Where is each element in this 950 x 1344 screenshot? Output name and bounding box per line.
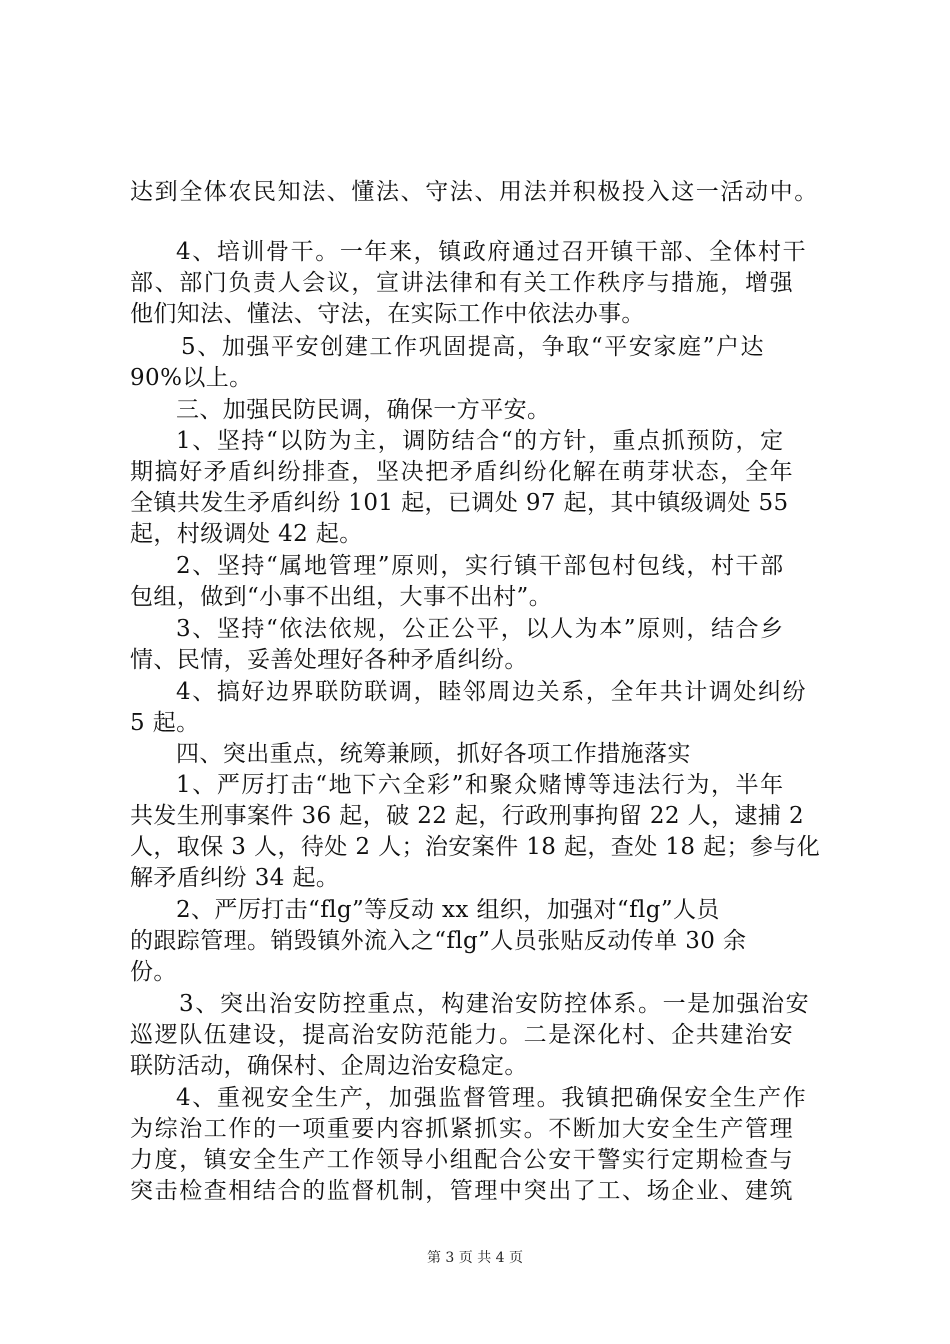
text-line: 期搞好矛盾纠纷排查，坚决把矛盾纠纷化解在萌芽状态，全年	[130, 459, 795, 485]
text-line: 全镇共发生矛盾纠纷 101 起，已调处 97 起，其中镇级调处 55	[130, 490, 789, 516]
text-line: 人，取保 3 人，待处 2 人；治安案件 18 起，查处 18 起；参与化	[130, 834, 821, 860]
text-line: 为综治工作的一项重要内容抓紧抓实。不断加大安全生产管理	[130, 1116, 795, 1142]
text-line: 5 起。	[130, 710, 200, 736]
text-line: 3、坚持“依法依规，公正公平，以人为本”原则，结合乡	[176, 616, 785, 642]
text-line: 部、部门负责人会议，宣讲法律和有关工作秩序与措施，增强	[130, 270, 795, 296]
text-line: 解矛盾纠纷 34 起。	[130, 865, 340, 891]
text-line: 他们知法、懂法、守法，在实际工作中依法办事。	[130, 301, 645, 327]
text-line: 4、培训骨干。一年来，镇政府通过召开镇干部、全体村干	[176, 239, 808, 265]
text-line: 共发生刑事案件 36 起，破 22 起，行政刑事拘留 22 人，逮捕 2	[130, 803, 805, 829]
text-line: 力度，镇安全生产工作领导小组配合公安干警实行定期检查与	[130, 1147, 795, 1173]
text-line: 4、搞好边界联防联调，睦邻周边关系，全年共计调处纠纷	[176, 679, 808, 705]
text-line: 2、坚持“属地管理”原则，实行镇干部包村包线，村干部	[176, 553, 785, 579]
text-line: 的跟踪管理。销毁镇外流入之“flg”人员张贴反动传单 30 余	[130, 928, 747, 954]
text-line: 突击检查相结合的监督机制，管理中突出了工、场企业、建筑	[130, 1178, 795, 1204]
text-line: 达到全体农民知法、懂法、守法、用法并积极投入这一活动中。	[130, 179, 819, 205]
text-line: 起，村级调处 42 起。	[130, 521, 363, 547]
text-line: 巡逻队伍建设，提高治安防范能力。二是深化村、企共建治安	[130, 1022, 795, 1048]
text-line: 份。	[130, 959, 177, 985]
page-number-footer: 第 3 页 共 4 页	[426, 1250, 524, 1266]
text-line: 3、突出治安防控重点，构建治安防控体系。一是加强治安	[179, 991, 811, 1017]
text-line: 2、严厉打击“flg”等反动 xx 组织，加强对“flg”人员	[176, 897, 720, 923]
text-line: 90%以上。	[130, 365, 253, 391]
text-line: 情、民情，妥善处理好各种矛盾纠纷。	[130, 647, 528, 673]
text-line: 4、重视安全生产，加强监督管理。我镇把确保安全生产作	[176, 1085, 808, 1111]
text-line: 联防活动，确保村、企周边治安稳定。	[130, 1053, 528, 1079]
section-heading: 四、突出重点，统筹兼顾，抓好各项工作措施落实	[176, 741, 691, 767]
text-line: 1、严厉打击“地下六全彩”和聚众赌博等违法行为，半年	[176, 772, 785, 798]
text-line: 包组，做到“小事不出组，大事不出村”。	[130, 584, 553, 610]
text-line: 5、加强平安创建工作巩固提高，争取“平安家庭”户达	[181, 334, 766, 360]
section-heading: 三、加强民防民调，确保一方平安。	[176, 397, 551, 423]
text-line: 1、坚持“以防为主，调防结合“的方针，重点抓预防，定	[176, 428, 785, 454]
